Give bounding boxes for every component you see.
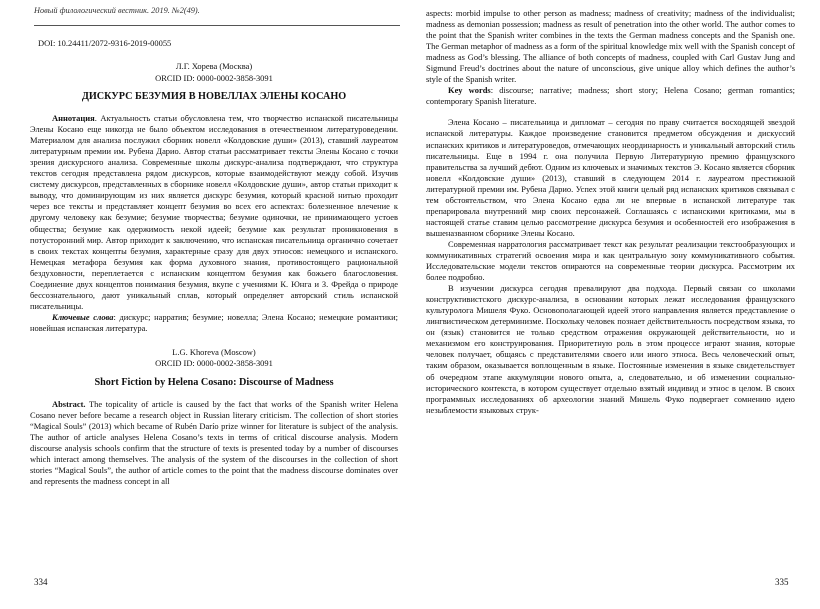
en-author-block	[30, 347, 398, 370]
ru-abstract-text: . Актуальность статьи обусловлена тем, что творчество испанской писательницы Элены Косано еще никогда не было объектом исследования в отечественном литературоведении. Материалом для анализа послужил сборник новелл «Колдовские души» (2013), ставший лауреатом литературным премии им. Рубена Дарио. Автор статьи рассматривает тексты Элены Косано с точки зрения дискурсного анализа. Современные школы дискурс-анализа подтверждают, что структура текстов сегодня представлена рядом дискурсов, которые взаимодействуют между собой. Изучив систему дискурсов, представленных в сборнике новелл «Колдовские души», автор статьи приходит к выводу, что доминирующим из них является дискурс безумия, который красной нитью проходит через все тексты и представляет концепт безумия во всех его аспектах: болезненное влечение к другому человеку как безумие; безумие творчества; безумие одиночки, не принимающего устоев общества; безумие как одержимость некой идеей; безумие как результат проникновения в потусторонний мир. Автор приходит к заключению, что испанская писательница органично сочетает в своих текстах концепты безумия, характерные сразу для двух этносов: немецкого и испанского. Немецкая метафора безумия как форма духовного знания, противостоящего рациональной бездуховности, переплетается с испанским концептом безумия как божьего благословения. Соединение двух концептов понимания безумия, вкупе с учениями К. Юнга и З. Фрейда о природе бессознательного, дают уникальный сплав, который определяет авторский стиль испанской писательницы.	[30, 113, 398, 311]
en-keywords-label: Key words	[448, 85, 491, 96]
en-abstract-text: The topicality of article is caused by the fact that works of the Spanish writer Helena Cosano never before became a research object in Russian literary criticism. The collection of short stories “Magical Souls” (2013) which became of Rubén Darío prize winner for literature is subject of the analysis. The author of article analyses Helena Cosano’s texts in terms of critical discourse analysis. Modern discourse analysis schools confirm that the structure of texts is presented today by a number of discourses which interact among themselves. The analysis of the system of the discourses in the collection of short stories “Magical Souls”, the author of article comes to the point that the madness discourse dominates over and represents the madness concept in all	[30, 398, 398, 487]
en-abstract	[30, 399, 398, 487]
ru-orcid: ORCID ID: 0000-0002-3858-3091	[155, 72, 273, 83]
page-number-right: 335	[775, 577, 789, 587]
ru-title: ДИСКУРС БЕЗУМИЯ В НОВЕЛЛАХ ЭЛЕНЫ КОСАНО	[81, 91, 347, 103]
ru-keywords-label: Ключевые слова	[52, 311, 114, 322]
journal-header: Новый филологический вестник. 2019. №2(49).	[34, 6, 200, 15]
left-page	[30, 38, 398, 487]
ru-abstract	[30, 113, 398, 312]
en-author: L.G. Khoreva (Moscow)	[172, 346, 256, 357]
ru-keywords	[30, 312, 398, 334]
header-divider	[34, 25, 400, 26]
en-orcid: ORCID ID: 0000-0002-3858-3091	[155, 358, 273, 369]
section-gap	[426, 107, 795, 117]
body-paragraph-1: Элена Косано – писательница и дипломат – сегодня по праву считается восходящей звездой испанской литературы. Каждое произведение становится предметом обсуждения и дискуссий испанских критиков и литературоведов, отмечающих неординарность и уникальный авторский стиль писательницы. Еще в 1994 г. она получила Первую Литературную премию французского правительства за лучший дебют. Одним из ключевых и значимых текстов Э. Косано является сборник новелл «Колдовские души» (2013), ставший в следующем 2014 г. лауреатом престижной литературной премии им. Рубена Дарио. Успех этой книги целый ряд испанских критиков связывал с тем обстоятельством, что Элена Косано едва ли не впервые в испанской литературе так препарировала внутренний мир своих персонажей. Соглашаясь с испанскими критиками, мы в настоящей статье ставим целью рассмотрение дискурса безумия и особенностей его изображения в вышеназванном сборнике Элены Косано.	[426, 117, 795, 238]
doi: DOI: 10.24411/2072-9316-2019-00055	[38, 38, 172, 48]
ru-author-block	[30, 61, 398, 84]
ru-author: Л.Г. Хорева (Москва)	[175, 61, 253, 72]
en-abstract-continued: aspects: morbid impulse to other person as madness; madness of creativity; madness of the individualist; madness as demonian possession; madness as result of penetration into the other world. The author comes to the point that the Spanish writer combines in the texts the German madness concepts and the Spanish one. The German metaphor of madness as a form of the spiritual knowledge mix well with the Spanish concept of madness as God’s blessing. The alliance of both concepts of madness, coupled with Carl Gustav Jung and Sigmund Freud’s doctrines about the nature of unconscious, give unique alloy which defines the author’s style of the Spanish writer.	[426, 8, 795, 85]
body-paragraph-3: В изучении дискурса сегодня превалируют два подхода. Первый связан со школами конструктивистского дискурс-анализа, в основании которых лежат исследования французского культуролога Мишеля Фуко. Основополагающей идеей этого направления является представление о лингвистическом детерминизме. Поскольку человек познает действительность посредством языка, то он (язык) становится не только средством отражения окружающей действительности, но и механизмом его конструирования. Приоритетную роль в этом процессе играют знания, которые человек получает, общаясь с представителями своего или иного этноса. Весь человеческий опыт, таким образом, оказывается воплощенным в языке. Постоянные изменения в языке свидетельствует об очередном этапе аккумуляции нового опыта, а, следовательно, и об изменении социально-исторического контекста, в котором существует отдельно взятый индивид и этнос в целом. В своих программных исследованиях об археологии знаний Мишель Фуко подвергает сомнению идею незыблемости языковых струк-	[426, 283, 795, 415]
page-number-left: 334	[34, 577, 48, 587]
en-abstract-label: Abstract.	[52, 398, 86, 409]
en-title: Short Fiction by Helena Cosano: Discourse of Madness	[94, 376, 334, 388]
body-paragraph-2: Современная нарратология рассматривает текст как результат реализации текстообразующих и коммуникативных стратегий освоения мира и как центральную зону коммуникативного события. Исследовательские модели текстов опираются на современные теории дискурса. Рассмотрим их более подробно.	[426, 238, 795, 283]
en-keywords-text: : discourse; narrative; madness; short story; Helena Cosano; german romantics; contemporary Spanish literature.	[426, 85, 796, 107]
right-page	[426, 8, 795, 416]
ru-keywords-text: : дискурс; нарратив; безумие; новелла; Элена Косано; немецкие романтики; новейшая испанская литература.	[30, 311, 398, 333]
en-keywords	[426, 85, 795, 107]
ru-abstract-label: Аннотация	[52, 113, 95, 124]
